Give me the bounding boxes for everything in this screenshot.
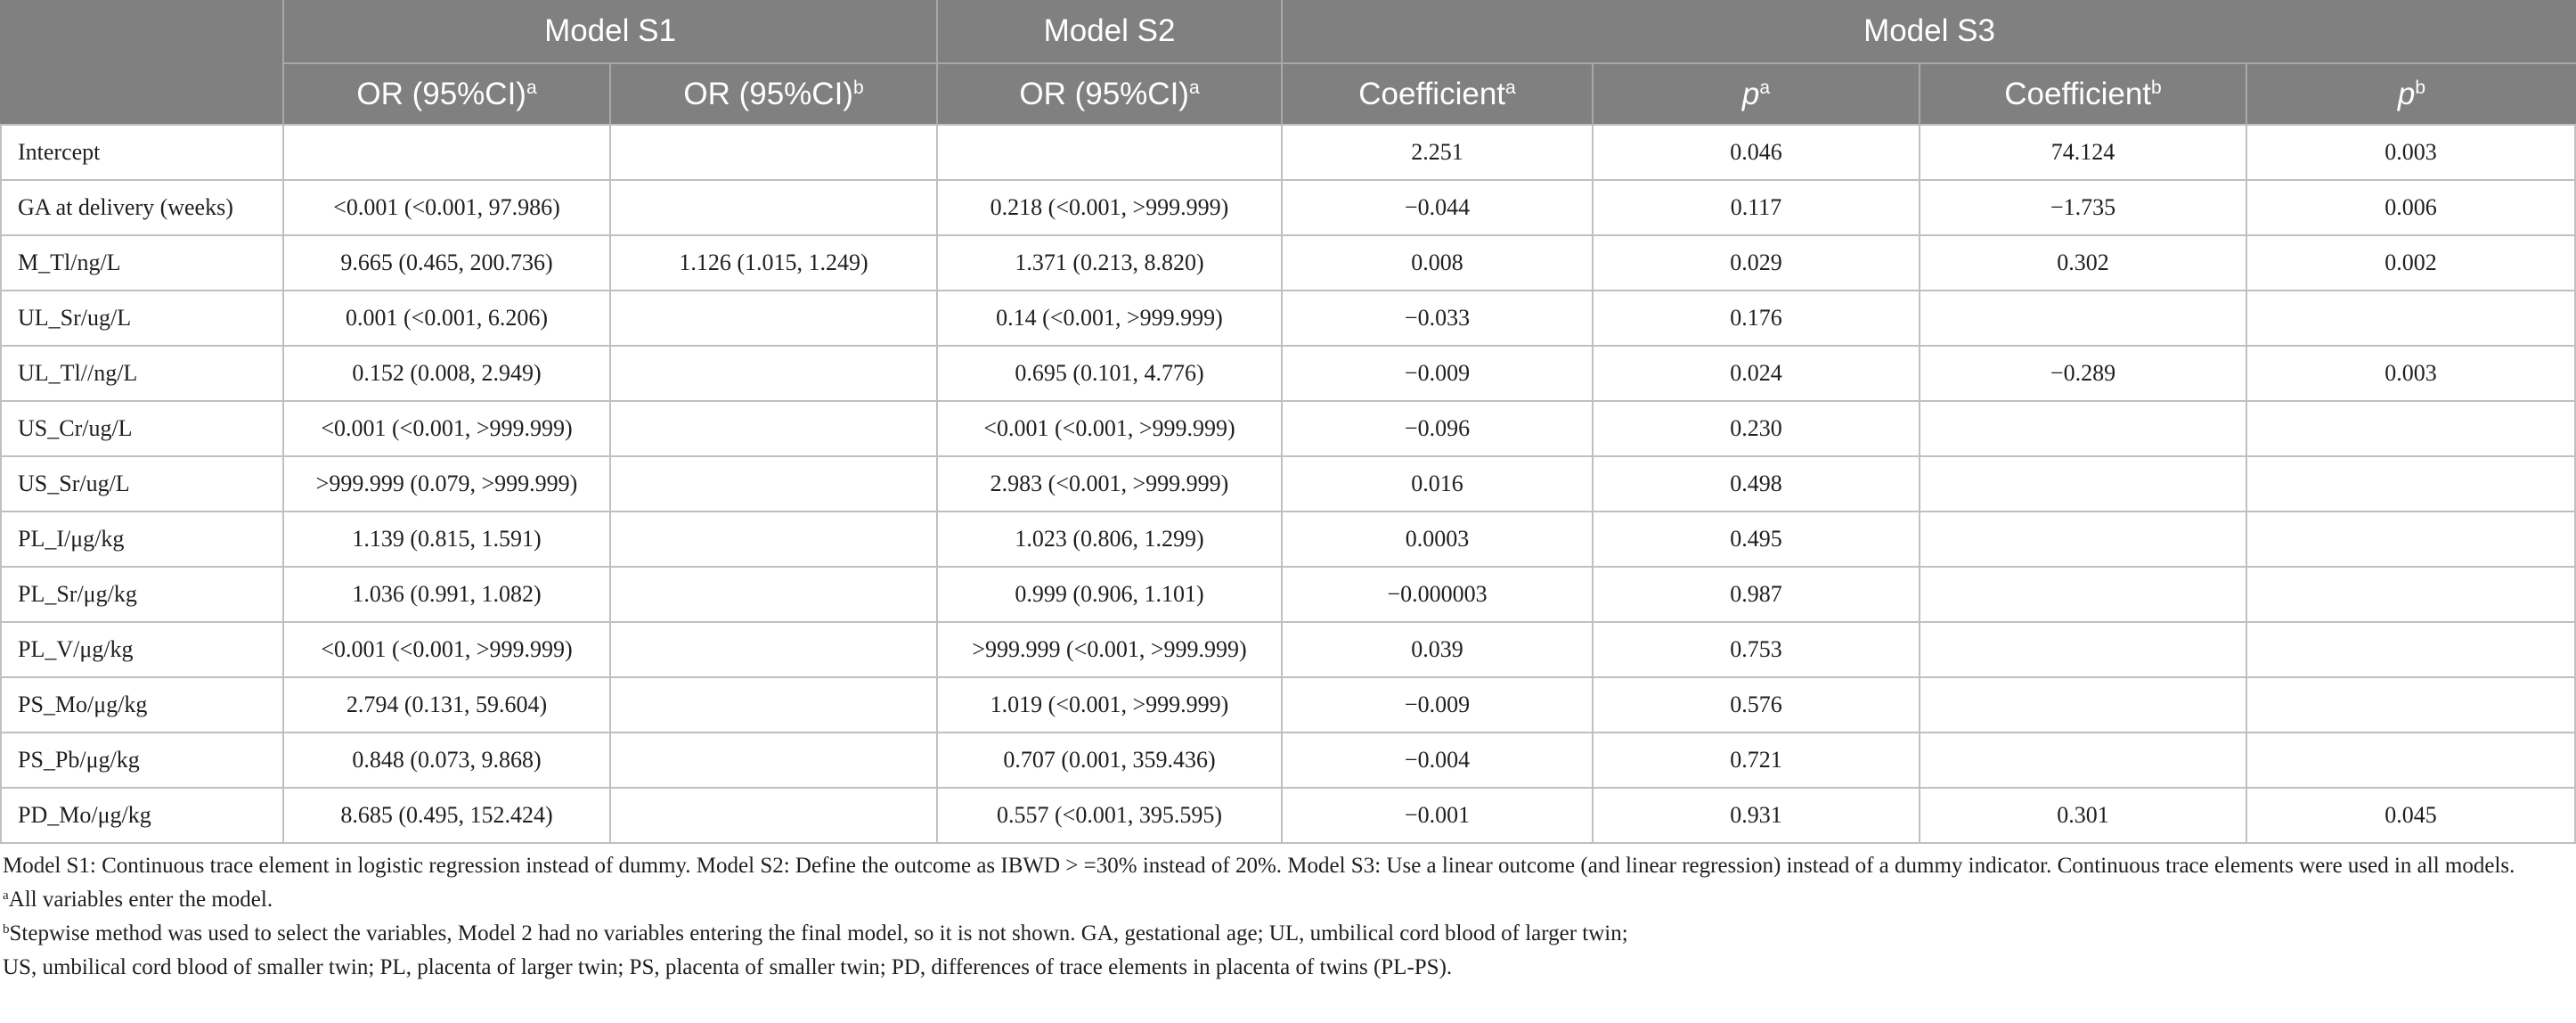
footnote-mark: a bbox=[1188, 77, 1200, 98]
table-row bbox=[0, 789, 2576, 844]
table-row bbox=[0, 347, 2576, 402]
cell-s3-coefficient-b bbox=[1920, 291, 2247, 347]
cell-s1-or-b bbox=[611, 126, 938, 181]
cell-s3-coefficient-b bbox=[1920, 568, 2247, 623]
header-s1-or-a bbox=[284, 64, 611, 126]
cell-s3-p-b: 0.006 bbox=[2247, 181, 2576, 236]
cell-s3-p-a: 0.024 bbox=[1594, 347, 1920, 402]
cell-s3-p-a: 0.117 bbox=[1594, 181, 1920, 236]
cell-s3-coefficient-b bbox=[1920, 678, 2247, 733]
cell-s2-or-a bbox=[938, 126, 1283, 181]
header-group-model-s2: Model S2 bbox=[938, 0, 1283, 64]
cell-s3-coefficient-a: 0.008 bbox=[1283, 236, 1594, 291]
header-s3-coefficient-b bbox=[1920, 64, 2247, 126]
header-s2-or-a bbox=[938, 64, 1283, 126]
footnote-b-mark: b bbox=[3, 921, 10, 937]
cell-s3-p-a: 0.721 bbox=[1594, 733, 1920, 789]
row-label: PL_V/μg/kg bbox=[0, 623, 284, 678]
footnote-b-line-1 bbox=[3, 917, 2571, 951]
table-row bbox=[0, 623, 2576, 678]
cell-s3-coefficient-a: −0.009 bbox=[1283, 678, 1594, 733]
cell-s2-or-a: 0.695 (0.101, 4.776) bbox=[938, 347, 1283, 402]
header-label: Coefficient bbox=[1358, 76, 1506, 111]
row-label: Intercept bbox=[0, 126, 284, 181]
cell-s1-or-a: 2.794 (0.131, 59.604) bbox=[284, 678, 611, 733]
table-row bbox=[0, 236, 2576, 291]
cell-s1-or-a: 0.001 (<0.001, 6.206) bbox=[284, 291, 611, 347]
cell-s3-p-b bbox=[2247, 678, 2576, 733]
cell-s3-p-a: 0.498 bbox=[1594, 457, 1920, 512]
cell-s3-p-b bbox=[2247, 402, 2576, 457]
cell-s1-or-a: 9.665 (0.465, 200.736) bbox=[284, 236, 611, 291]
footnote-b-line-2: US, umbilical cord blood of smaller twin; PL, placenta of larger twin; PS, placenta of smaller twin; PD, differences of trace elements in placenta of twins (PL-PS). bbox=[3, 955, 1453, 979]
header-label: p bbox=[1741, 76, 1760, 111]
footnote-b bbox=[3, 917, 2571, 985]
cell-s3-p-b bbox=[2247, 291, 2576, 347]
row-label: M_Tl/ng/L bbox=[0, 236, 284, 291]
cell-s3-p-a: 0.753 bbox=[1594, 623, 1920, 678]
cell-s3-p-b bbox=[2247, 568, 2576, 623]
row-label: PD_Mo/μg/kg bbox=[0, 789, 284, 844]
cell-s3-coefficient-a: 0.0003 bbox=[1283, 512, 1594, 568]
table-row bbox=[0, 457, 2576, 512]
table-row bbox=[0, 181, 2576, 236]
cell-s3-coefficient-a: −0.001 bbox=[1283, 789, 1594, 844]
cell-s3-coefficient-a: −0.000003 bbox=[1283, 568, 1594, 623]
cell-s2-or-a: 0.707 (0.001, 359.436) bbox=[938, 733, 1283, 789]
header-group-model-s1: Model S1 bbox=[284, 0, 938, 64]
cell-s3-p-a: 0.576 bbox=[1594, 678, 1920, 733]
cell-s1-or-b bbox=[611, 789, 938, 844]
cell-s3-p-b: 0.045 bbox=[2247, 789, 2576, 844]
cell-s3-p-b bbox=[2247, 457, 2576, 512]
cell-s3-coefficient-b: 74.124 bbox=[1920, 126, 2247, 181]
footnote-a-mark: a bbox=[3, 888, 9, 903]
table-footnotes bbox=[0, 849, 2576, 985]
cell-s2-or-a: 0.218 (<0.001, >999.999) bbox=[938, 181, 1283, 236]
cell-s1-or-b bbox=[611, 347, 938, 402]
cell-s3-coefficient-a: 0.016 bbox=[1283, 457, 1594, 512]
header-s3-coefficient-a bbox=[1283, 64, 1594, 126]
cell-s1-or-b bbox=[611, 512, 938, 568]
cell-s3-coefficient-a: −0.033 bbox=[1283, 291, 1594, 347]
cell-s3-p-b bbox=[2247, 512, 2576, 568]
header-corner bbox=[0, 0, 284, 126]
row-label: GA at delivery (weeks) bbox=[0, 181, 284, 236]
cell-s3-coefficient-b: −0.289 bbox=[1920, 347, 2247, 402]
cell-s3-coefficient-b bbox=[1920, 623, 2247, 678]
cell-s1-or-a: <0.001 (<0.001, >999.999) bbox=[284, 623, 611, 678]
cell-s1-or-a: 0.152 (0.008, 2.949) bbox=[284, 347, 611, 402]
header-group-model-s3: Model S3 bbox=[1283, 0, 2576, 64]
cell-s3-coefficient-a: 2.251 bbox=[1283, 126, 1594, 181]
footnote-general: Model S1: Continuous trace element in logistic regression instead of dummy. Model S2: Define the outcome as IBWD > =30% instead of 20%. Model S3: Use a linear outcome (and linear regression) instead of a dummy indicator. Continuous trace elements were used in all models. bbox=[3, 854, 2515, 878]
cell-s1-or-a: >999.999 (0.079, >999.999) bbox=[284, 457, 611, 512]
cell-s3-p-b bbox=[2247, 623, 2576, 678]
table-row bbox=[0, 291, 2576, 347]
row-label: PS_Mo/μg/kg bbox=[0, 678, 284, 733]
cell-s3-p-b: 0.003 bbox=[2247, 347, 2576, 402]
footnote-mark: a bbox=[1505, 77, 1516, 98]
table-row bbox=[0, 402, 2576, 457]
cell-s3-coefficient-a: −0.009 bbox=[1283, 347, 1594, 402]
cell-s2-or-a: 1.023 (0.806, 1.299) bbox=[938, 512, 1283, 568]
cell-s3-p-a: 0.987 bbox=[1594, 568, 1920, 623]
cell-s2-or-a: 1.371 (0.213, 8.820) bbox=[938, 236, 1283, 291]
footnote-a-text: All variables enter the model. bbox=[8, 888, 273, 912]
header-label: Coefficient bbox=[2004, 76, 2152, 111]
cell-s1-or-b bbox=[611, 402, 938, 457]
cell-s3-coefficient-b bbox=[1920, 402, 2247, 457]
table-header bbox=[0, 0, 2576, 126]
table-body bbox=[0, 126, 2576, 844]
row-label: UL_Sr/ug/L bbox=[0, 291, 284, 347]
cell-s3-p-a: 0.046 bbox=[1594, 126, 1920, 181]
cell-s1-or-a: <0.001 (<0.001, >999.999) bbox=[284, 402, 611, 457]
cell-s3-p-a: 0.495 bbox=[1594, 512, 1920, 568]
cell-s2-or-a: >999.999 (<0.001, >999.999) bbox=[938, 623, 1283, 678]
cell-s1-or-b bbox=[611, 678, 938, 733]
cell-s1-or-b: 1.126 (1.015, 1.249) bbox=[611, 236, 938, 291]
header-s1-or-b bbox=[611, 64, 938, 126]
table-row bbox=[0, 126, 2576, 181]
cell-s3-p-a: 0.029 bbox=[1594, 236, 1920, 291]
row-label: US_Sr/ug/L bbox=[0, 457, 284, 512]
cell-s3-p-a: 0.230 bbox=[1594, 402, 1920, 457]
cell-s1-or-a: 8.685 (0.495, 152.424) bbox=[284, 789, 611, 844]
cell-s3-coefficient-a: −0.096 bbox=[1283, 402, 1594, 457]
cell-s3-coefficient-b bbox=[1920, 733, 2247, 789]
footnote-a bbox=[3, 883, 2571, 917]
cell-s2-or-a: 0.14 (<0.001, >999.999) bbox=[938, 291, 1283, 347]
cell-s3-coefficient-a: 0.039 bbox=[1283, 623, 1594, 678]
footnote-mark: a bbox=[1759, 77, 1771, 98]
cell-s1-or-a: <0.001 (<0.001, 97.986) bbox=[284, 181, 611, 236]
footnote-mark: b bbox=[2151, 77, 2162, 98]
footnote-mark: b bbox=[2415, 77, 2426, 98]
table-row bbox=[0, 733, 2576, 789]
cell-s1-or-b bbox=[611, 181, 938, 236]
footnote-mark: a bbox=[526, 77, 537, 98]
header-s3-p-b bbox=[2247, 64, 2576, 126]
cell-s1-or-b bbox=[611, 733, 938, 789]
cell-s2-or-a: 1.019 (<0.001, >999.999) bbox=[938, 678, 1283, 733]
footnote-b-text: Stepwise method was used to select the variables, Model 2 had no variables entering the final model, so it is not shown. GA, gestational age; UL, umbilical cord blood of larger twin; bbox=[9, 921, 1628, 945]
cell-s1-or-b bbox=[611, 623, 938, 678]
cell-s2-or-a: 2.983 (<0.001, >999.999) bbox=[938, 457, 1283, 512]
table-row bbox=[0, 512, 2576, 568]
cell-s1-or-a bbox=[284, 126, 611, 181]
cell-s2-or-a: <0.001 (<0.001, >999.999) bbox=[938, 402, 1283, 457]
row-label: PS_Pb/μg/kg bbox=[0, 733, 284, 789]
cell-s3-coefficient-b: 0.301 bbox=[1920, 789, 2247, 844]
cell-s3-p-b bbox=[2247, 733, 2576, 789]
cell-s3-p-b: 0.003 bbox=[2247, 126, 2576, 181]
cell-s3-coefficient-a: −0.004 bbox=[1283, 733, 1594, 789]
row-label: UL_Tl//ng/L bbox=[0, 347, 284, 402]
header-s3-p-a bbox=[1594, 64, 1920, 126]
header-label: OR (95%CI) bbox=[683, 76, 853, 111]
table-row bbox=[0, 678, 2576, 733]
cell-s2-or-a: 0.999 (0.906, 1.101) bbox=[938, 568, 1283, 623]
footnote-mark: b bbox=[852, 77, 864, 98]
table-row bbox=[0, 568, 2576, 623]
cell-s1-or-b bbox=[611, 291, 938, 347]
cell-s3-p-a: 0.931 bbox=[1594, 789, 1920, 844]
cell-s1-or-a: 1.036 (0.991, 1.082) bbox=[284, 568, 611, 623]
header-label: OR (95%CI) bbox=[356, 76, 526, 111]
cell-s1-or-a: 1.139 (0.815, 1.591) bbox=[284, 512, 611, 568]
cell-s1-or-b bbox=[611, 457, 938, 512]
cell-s3-coefficient-b bbox=[1920, 512, 2247, 568]
row-label: US_Cr/ug/L bbox=[0, 402, 284, 457]
row-label: PL_Sr/μg/kg bbox=[0, 568, 284, 623]
cell-s2-or-a: 0.557 (<0.001, 395.595) bbox=[938, 789, 1283, 844]
cell-s3-coefficient-b: −1.735 bbox=[1920, 181, 2247, 236]
cell-s1-or-a: 0.848 (0.073, 9.868) bbox=[284, 733, 611, 789]
row-label: PL_I/μg/kg bbox=[0, 512, 284, 568]
cell-s1-or-b bbox=[611, 568, 938, 623]
cell-s3-coefficient-b: 0.302 bbox=[1920, 236, 2247, 291]
header-label: p bbox=[2397, 76, 2416, 111]
cell-s3-coefficient-b bbox=[1920, 457, 2247, 512]
cell-s3-p-a: 0.176 bbox=[1594, 291, 1920, 347]
cell-s3-coefficient-a: −0.044 bbox=[1283, 181, 1594, 236]
header-label: OR (95%CI) bbox=[1019, 76, 1189, 111]
cell-s3-p-b: 0.002 bbox=[2247, 236, 2576, 291]
